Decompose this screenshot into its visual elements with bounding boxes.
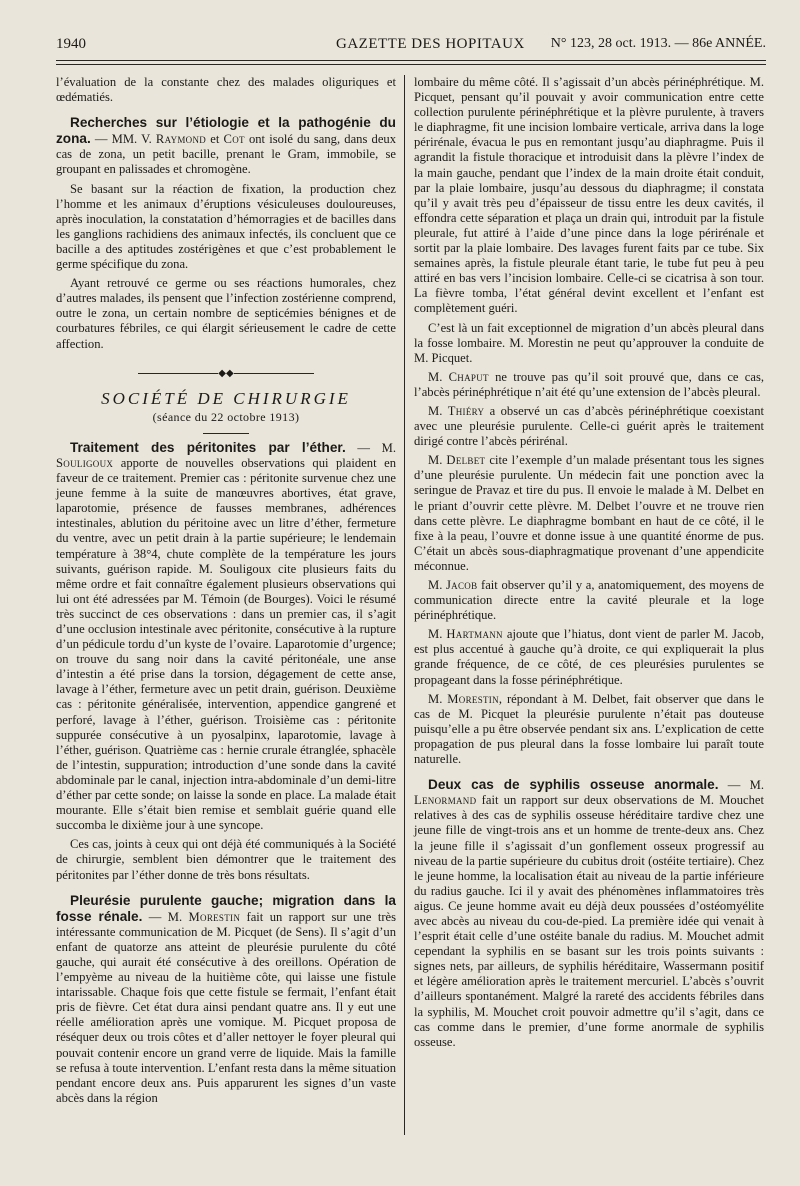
paragraph-syphilis: Deux cas de syphilis osseuse anormale. — M. Lenormand fait un rapport sur deux observations de M. Mouchet relatives à des cas de syphilis osseuse héréditaire tardive chez une jeune fille de vingt-trois ans et un homme de trente-deux ans. Chez la jeune fille il s’agissait d’un gonflement osseux progressif au niveau de la partie supérieure du cubitus droit (ostéite tertiaire). Chez le jeune homme, la localisation était au niveau de la partie inférieure du radius gauche. Ici il y avait des phénomènes inflammatoires très aigus. Ce jeune homme avait eu déjà deux poussées d’ostéomyélite avec abcès au niveau du cou-de-pied. La première idée qui venait à l’esprit était celle d’une ostéite banale du radius. M. Mouchet admit cependant la syphilis en se basant sur les trois points suivants : signes nets, par ailleurs, de syphilis héréditaire, Wassermann positif et légère amélioration après le traitement mercuriel. L’abcès s’ouvrit d’ailleurs spontanément. Malgré la rareté des accidents fébriles dans la syphilis, M. Mouchet croit pouvoir admettre qu’il s’agit, dans ce cas comme dans le premier, d’une forme anormale de syphilis osseuse. [414,777,764,1049]
paragraph: Se basant sur la réaction de fixation, la production chez l’homme et les animaux d’éruptions vésiculeuses douloureuses, après inoculation, la constatation d’hémorragies et de bacilles dans les ganglions rachidiens des animaux infectés, ils concluent que ce bacille a des aptitudes zostérigènes et que c’est probablement le germe spécifique du zona. [56,181,396,272]
author-name: Chaput [448,369,489,384]
paragraph: lombaire du même côté. Il s’agissait d’un abcès périnéphrétique. M. Picquet, pensant qu’il pouvait y avoir communication entre cette collection purulente périnéphrétique et la plèvre purulente, à travers le diaphragme, fit une incision lombaire verticale, arriva dans la loge périrénale, évacua le pus en remontant jusqu’au diaphragme. Puis il agrandit la fistule thoracique et introduisit dans la plèvre l’index de la main gauche, pendant que l’index de la main droite était conduit, par la plaie lombaire, jusqu’au dessous du diaphragme; il constata qu’il y avait très peu d’épaisseur de tissu entre les deux cavités, il effondra cette séparation et plaça un drain qui, introduit par la fistule pleurale, fut attiré à l’aide d’une pince dans la loge périrénale et sortit par la plaie lombaire. Des lavages furent faits par ce tube. Six semaines après, la fistule pleurale étant tarie, le tube fut peu à peu attiré en bas vers l’incision lombaire. Celle-ci se cicatrisa à son tour. La fièvre tomba, l’état général devint excellent et l’enfant est complètement guéri. [414,75,764,316]
right-column [405,75,764,1135]
left-column [56,75,404,1135]
paragraph-zona: Recherches sur l’étiologie et la pathogénie du zona. — MM. V. Raymond et Cot ont isolé du sang, dans deux cas de zona, un petit bacille, prenant le Gram, immobile, se groupant en palissades et chromogène. [56,115,397,177]
paragraph-pleuresie: Pleurésie purulente gauche; migration dans la fosse rénale. — M. Morestin fait un rapport sur une très intéressante communication de M. Picquet (de Sens). Il s’agit d’un enfant de quatorze ans atteint de pleurésie purulente du côté gauche, qui aurait été consécutive à des oreillons. Opération de l’empyème au niveau de la huitième côte, qui laisse une fistule intarissable. Chaque fois que cette fistule se fermait, l’enfant était pris de fièvre. Cet état dura ainsi pendant quatre ans. Il y eut une réelle amélioration après une vomique. M. Picquet proposa de réséquer deux ou trois côtes et d’aller nettoyer le foyer pleural qui pouvait contenir encore un grand verre de liquide. Mais la famille se refusa à toute intervention. L’enfant resta dans la même situation pendant encore deux ans. Puis apparurent les signes d’un vaste abcès dans la région [56,892,396,1105]
header-rule-bottom [56,64,766,65]
paragraph-hartmann: M. Hartmann ajoute que l’hiatus, dont vient de parler M. Jacob, est plus accentué à gauche qu’à droite, ce qui expliquerait la plus grande fréquence, de ce côté, de ces pleurésies purulentes se propageant dans la fosse périnéphrétique. [414,627,764,687]
section-title-pleuresie: Pleurésie purulente gauche; migration dans la fosse rénale. [56,892,396,924]
author-name: Souligoux [56,455,114,470]
issue-info: N° 123, 28 oct. 1913. — 86e ANNÉE. [550,36,766,51]
page-header [56,34,766,56]
author-name: Morestin [447,691,499,706]
paragraph: l’évaluation de la constante chez des malades oliguriques et œdématiés. [56,75,396,105]
ornament-divider: ◆◆ [56,366,396,381]
page-number: 1940 [56,36,86,52]
header-rule-top [56,60,766,61]
paragraph: Ayant retrouvé ce germe ou ses réactions humorales, chez d’autres malades, ils pensent que l’infection zostérienne comprend, outre le zona, un certain nombre de septicémies bénignes et de courbatures fébriles, ce qui élargit sérieusement le cadre de cette affection. [56,276,396,351]
section-title-peritonite: Traitement des péritonites par l’éther. [70,439,346,455]
paragraph-jacob: M. Jacob fait observer qu’il y a, anatomiquement, des moyens de communication directe entre la cavité pleurale et la loge périnéphrétique. [414,578,764,623]
paragraph-chaput: M. Chaput ne trouve pas qu’il soit prouvé que, dans ce cas, l’abcès périnéphrétique n’ait été qu’une extension de l’abcès pleural. [414,369,765,399]
author-name: Lenormand [414,793,477,808]
author-name: Cot [223,132,245,147]
paragraph-delbet: M. Delbet cite l’exemple d’un malade présentant tous les signes d’une pleurésie purulente. Un médecin fait une ponction avec la seringue de Pravaz et tire du pus. Il envoie le malade à M. Delbet en le priant d’ouvrir cette plèvre. M. Delbet l’ouvre et ne trouve rien dans cette plèvre. Le diaphragme bombant en haut de ce côté, il le fixe à la peau, l’ouvre et donne issue à une quantité énorme de pus. C’était un abcès sous-diaphragmatique provenant d’une appendicite méconnue. [414,453,764,573]
journal-title: GAZETTE DES HOPITAUX [336,36,525,52]
author-name: Thiéry [447,403,485,418]
paragraph-morestin: M. Morestin, répondant à M. Delbet, fait observer que dans le cas de M. Picquet la pleurésie purulente n’était pas douteuse puisqu’elle a pu être observée pendant six ans. L’explication de cette propagation de pus pleural dans la fosse lombaire lui paraît toute naturelle. [414,691,764,767]
columns [56,75,766,1135]
section-title-zona: Recherches sur l’étiologie et la pathogénie du zona. [56,115,396,147]
author-name: Hartmann [446,627,503,642]
seance-date: (séance du 22 octobre 1913) [152,409,300,424]
author-name: Delbet [446,453,486,468]
section-heading-societe: SOCIÉTÉ DE CHIRURGIE [101,388,351,408]
paragraph-thiery: M. Thiéry a observé un cas d’abcès périnéphrétique coexistant avec une pleurésie purulente. Celle-ci guérit après le traitement dirigé contre l’abcès périrénal. [414,403,764,449]
paragraph: Ces cas, joints à ceux qui ont déjà été communiqués à la Société de chirurgie, semblent bien démontrer que le traitement des péritonites par l’éther donne de très bons résultats. [56,837,396,882]
short-divider [203,433,249,434]
section-title-syphilis: Deux cas de syphilis osseuse anormale. [428,777,719,793]
author-name: Morestin [188,909,241,924]
paragraph-peritonite: Traitement des péritonites par l’éther. — M. Souligoux apporte de nouvelles observations qui plaident en faveur de ce traitement. Premier cas : péritonite survenue chez une jeune femme à la suite de manœuvres abortives, état grave, laparotomie, présence de fausses membranes, adhérences intestinales, ablution du péritoine avec un litre d’éther, fermeture du ventre, avec un petit drain à la partie supérieure; le lendemain température à 38°4, chute complète de la température les jours suivants, guérison rapide. M. Souligoux cite plusieurs faits du même ordre et fait connaître également plusieurs observations qui lui ont été adressées par M. Témoin (de Bourges). Voici le résumé très succinct de ces observations : dans un premier cas, il s’agit d’une occlusion intestinale avec péritonite, consécutive à la rupture d’un pédicule tordu d’un kyste de l’ovaire. Laparotomie d’urgence; on trouve du sang noir dans la cavité péritonéale, une anse d’intestin a été prise dans la torsion, dégagement de cette anse, lavage à l’éther, fermeture avec un petit drain, guérison. Deuxième cas : péritonite généralisée, intervention, appendice gangrené et perforé, lavage à l’éther, guérison. Troisième cas : péritonite suppurée consécutive à un pyosalpinx, laparotomie, lavage à l’éther, guérison. Quatrième cas : hernie crurale étranglée, sphacèle de l’intestin, suppuration; introduction d’une sonde dans la cavité abdominale par le canal, injection intra-abdominale d’un demi-litre d’éther par cette sonde; on laisse la sonde en place. La malade était mourante. Elle s’était bien remise et semblait guérie quand elle succomba le dixième jour à une syncope. [56,439,396,833]
author-name: Jacob [445,578,478,592]
paragraph: C’est là un fait exceptionnel de migration d’un abcès pleural dans la fosse lombaire. M. Morestin ne peut qu’approuver la conduite de M. Picquet. [414,320,764,365]
author-name: Raymond [155,132,207,147]
